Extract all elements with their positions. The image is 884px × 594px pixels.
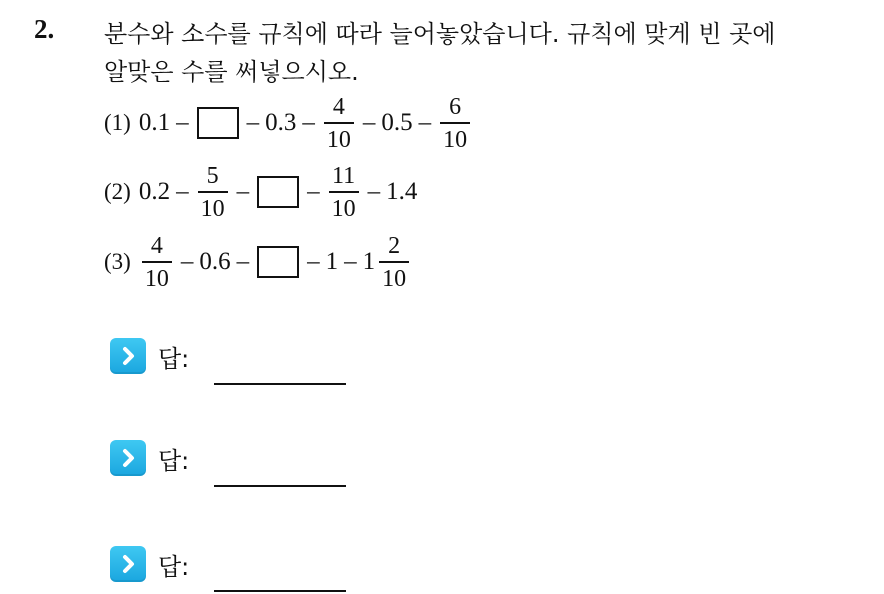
problem-2 [104,160,417,224]
term: 0.5 [381,109,413,136]
answer-line[interactable] [214,485,346,487]
dash: – [246,109,260,136]
question-number: 2. [34,14,55,44]
dash: – [362,109,376,136]
denominator: 10 [326,126,351,153]
dash: – [307,178,320,205]
numerator: 11 [332,162,356,189]
dash: – [176,109,189,136]
answer-row-3 [110,546,189,582]
term: 0.2 [138,178,171,205]
dash: – [307,248,320,275]
term: 0.6 [199,248,231,275]
problem-label: (3) [104,249,131,274]
denominator: 10 [382,265,407,292]
answer-label: 답: [158,552,190,581]
fraction [440,95,470,152]
term: 0.1 [138,109,171,136]
fraction [142,234,172,291]
numerator: 4 [150,232,163,259]
mixed-number-whole: 1 [362,248,376,275]
fraction [198,164,228,221]
answer-row-2 [110,440,189,476]
answer-line[interactable] [214,590,346,592]
dash: – [236,248,250,275]
problem-1 [104,92,473,154]
dash: – [236,178,250,205]
dash: – [344,248,357,275]
dash: – [180,248,194,275]
denominator: 10 [144,265,169,292]
answer-label: 답: [158,446,190,475]
answer-label: 답: [158,344,190,373]
numerator: 4 [332,93,345,120]
question-text-line-2: 알맞은 수를 써넣으시오. [104,58,359,86]
denominator: 10 [443,126,468,153]
chevron-right-icon [110,338,146,374]
blank-box[interactable] [197,107,239,139]
numerator: 2 [388,232,401,259]
answer-line[interactable] [214,383,346,385]
answer-row-1 [110,338,189,374]
problem-label: (2) [104,179,131,204]
dash: – [367,178,381,205]
denominator: 10 [200,195,225,222]
fraction [329,164,359,221]
dash: – [176,178,189,205]
blank-box[interactable] [257,176,299,208]
fraction [324,95,354,152]
term: 1 [325,248,339,275]
chevron-right-icon [110,440,146,476]
question-text-line-1: 분수와 소수를 규칙에 따라 늘어놓았습니다. 규칙에 맞게 빈 곳에 [104,20,776,48]
dash: – [302,109,315,136]
blank-box[interactable] [257,246,299,278]
term: 0.3 [265,109,297,136]
numerator: 5 [206,162,219,189]
fraction [379,234,409,291]
problem-label: (1) [104,110,131,135]
denominator: 10 [331,195,356,222]
problem-3 [104,230,412,294]
numerator: 6 [449,93,462,120]
term: 1.4 [386,178,418,205]
chevron-right-icon [110,546,146,582]
dash: – [418,109,432,136]
